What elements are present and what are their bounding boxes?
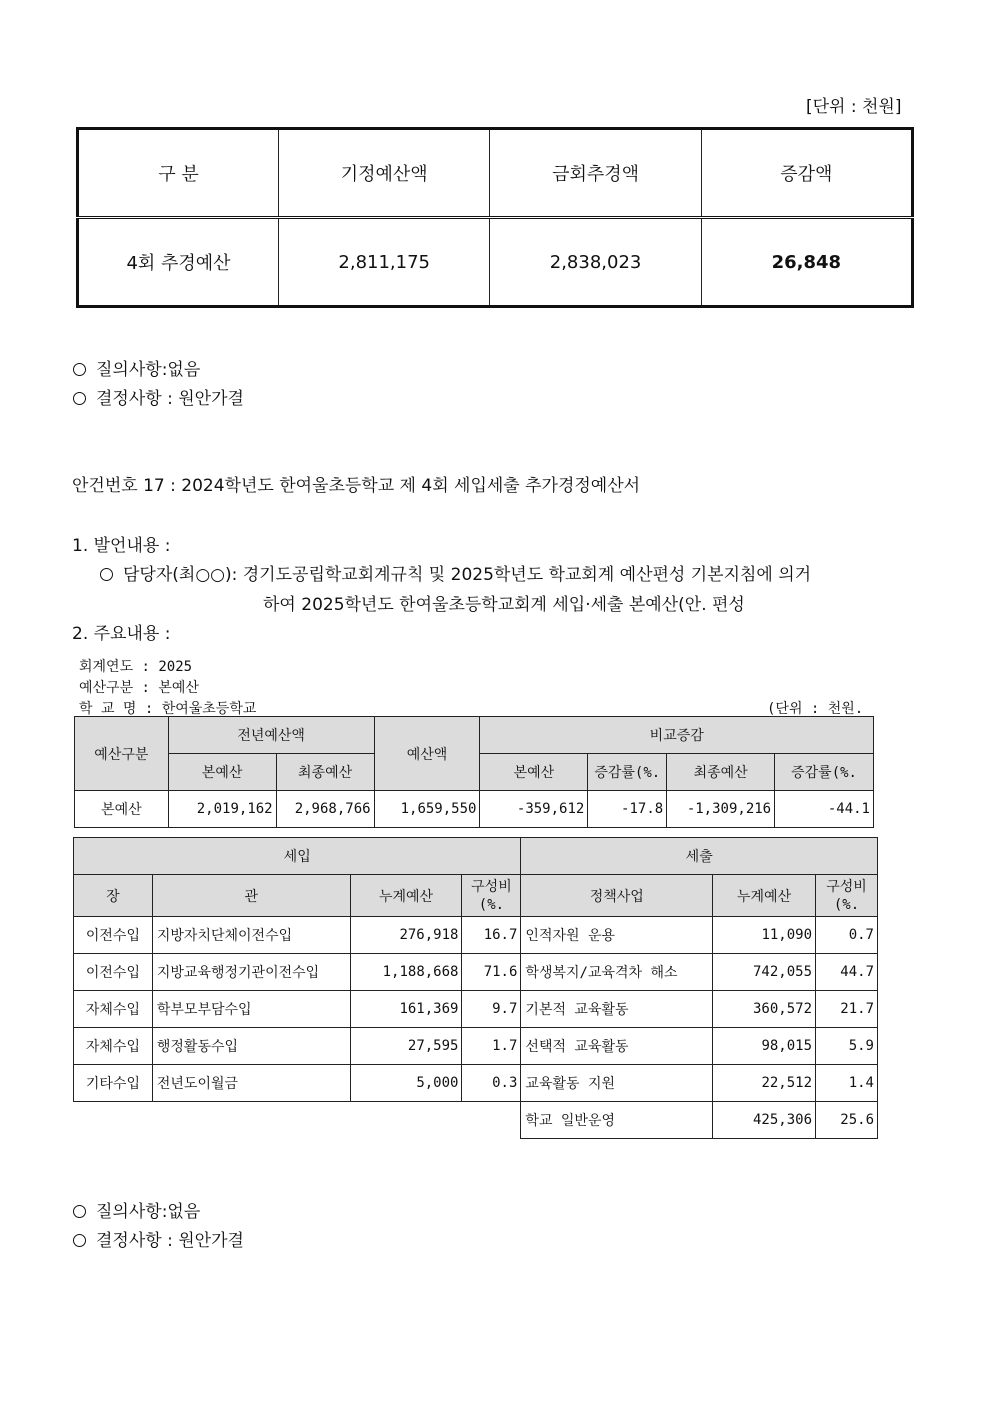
circle-bullet-icon — [73, 1205, 86, 1218]
expense-amount-cell: 425,306 — [713, 1102, 816, 1139]
table-row — [74, 954, 878, 991]
policy-cell: 학교 일반운영 — [521, 1102, 713, 1139]
decision-note-2 — [73, 1226, 244, 1251]
header-income: 세입 — [74, 838, 521, 875]
gwan-cell: 학부모부담수입 — [152, 991, 350, 1028]
policy-cell: 기본적 교육활동 — [521, 991, 713, 1028]
income-expense-table — [73, 837, 878, 1139]
header-ratio — [462, 875, 521, 917]
header-cmp-main: 본예산 — [480, 754, 588, 791]
income-ratio-cell: 0.3 — [462, 1065, 521, 1102]
decision-text: 결정사항 : 원안가결 — [96, 1231, 244, 1251]
info-year: 회계연도 : 2025 — [79, 659, 193, 675]
header-comparison: 비교증감 — [480, 717, 874, 754]
header-policy: 정책사업 — [521, 875, 713, 917]
table-row — [74, 917, 878, 954]
header-ratio2-line2: (%. — [833, 896, 860, 913]
cmp-final-rate-value: -44.1 — [775, 791, 874, 828]
circle-bullet-icon — [100, 568, 113, 581]
expense-ratio-cell: 1.4 — [816, 1065, 878, 1102]
decision-text: 결정사항 : 원안가결 — [96, 389, 244, 409]
info-type: 예산구분 : 본예산 — [79, 680, 199, 696]
header-ratio-line2: (%. — [478, 896, 505, 913]
summary-data-row — [78, 218, 913, 307]
row-label: 4회 추경예산 — [78, 218, 279, 307]
table-row — [74, 1065, 878, 1102]
header-budget-type: 예산구분 — [75, 717, 169, 791]
inquiry-note-1 — [73, 355, 200, 380]
header-ratio-line1: 구성비 — [471, 878, 512, 895]
jang-cell: 이전수입 — [74, 954, 153, 991]
header-ratio2-line1: 구성비 — [826, 878, 867, 895]
amount-value: 1,659,550 — [374, 791, 480, 828]
ie-header-row-1 — [74, 838, 878, 875]
header-ratio-2 — [816, 875, 878, 917]
statement-text-1: 담당자(최○○): 경기도공립학교회계규칙 및 2025학년도 학교회계 예산편성 기본지침에 의거 — [123, 565, 812, 585]
budget-header-row-1 — [75, 717, 874, 754]
income-amount-cell: 27,595 — [350, 1028, 462, 1065]
change-value: 26,848 — [701, 218, 912, 307]
policy-cell: 선택적 교육활동 — [521, 1028, 713, 1065]
header-prev-budget: 전년예산액 — [168, 717, 374, 754]
statement-line-2: 하여 2025학년도 한여울초등학교회계 세입·세출 본예산(안. 편성 — [263, 595, 745, 615]
policy-cell: 인적자원 운용 — [521, 917, 713, 954]
expense-ratio-cell: 44.7 — [816, 954, 878, 991]
expense-amount-cell: 98,015 — [713, 1028, 816, 1065]
row-budget-type: 본예산 — [75, 791, 169, 828]
header-prev-final: 최종예산 — [276, 754, 374, 791]
circle-bullet-icon — [73, 363, 86, 376]
decision-note-1 — [73, 384, 244, 409]
income-amount-cell: 5,000 — [350, 1065, 462, 1102]
header-change: 증감액 — [701, 129, 912, 218]
expense-ratio-cell: 25.6 — [816, 1102, 878, 1139]
expense-amount-cell: 11,090 — [713, 917, 816, 954]
cmp-main-rate-value: -17.8 — [588, 791, 667, 828]
ie-header-row-2 — [74, 875, 878, 917]
section2-title: 2. 주요내용 : — [72, 624, 171, 644]
header-cumulative: 누계예산 — [350, 875, 462, 917]
table-row-last — [74, 1102, 878, 1139]
header-cmp-main-rate: 증감률(%. — [588, 754, 667, 791]
jang-cell: 기타수입 — [74, 1065, 153, 1102]
agenda-title: 안건번호 17 : 2024학년도 한여울초등학교 제 4회 세입세출 추가경정예산서 — [72, 476, 641, 496]
info-unit: (단위 : 천원. — [767, 701, 864, 717]
jang-cell: 이전수입 — [74, 917, 153, 954]
summary-table — [76, 127, 914, 308]
income-ratio-cell: 9.7 — [462, 991, 521, 1028]
expense-amount-cell: 360,572 — [713, 991, 816, 1028]
expense-ratio-cell: 5.9 — [816, 1028, 878, 1065]
gwan-cell: 행정활동수입 — [152, 1028, 350, 1065]
unit-label: [단위 : 천원] — [806, 97, 902, 117]
header-expense: 세출 — [521, 838, 878, 875]
income-ratio-cell: 71.6 — [462, 954, 521, 991]
inquiry-text: 질의사항:없음 — [96, 1202, 201, 1222]
gwan-cell: 지방자치단체이전수입 — [152, 917, 350, 954]
income-amount-cell: 1,188,668 — [350, 954, 462, 991]
header-budget-amount: 예산액 — [374, 717, 480, 791]
jang-cell: 자체수입 — [74, 1028, 153, 1065]
jang-cell: 자체수입 — [74, 991, 153, 1028]
budget-data-row — [75, 791, 874, 828]
prev-main-value: 2,019,162 — [168, 791, 276, 828]
income-ratio-cell: 1.7 — [462, 1028, 521, 1065]
header-jang: 장 — [74, 875, 153, 917]
prior-value: 2,811,175 — [279, 218, 490, 307]
expense-ratio-cell: 21.7 — [816, 991, 878, 1028]
inquiry-text: 질의사항:없음 — [96, 360, 201, 380]
cmp-final-value: -1,309,216 — [667, 791, 775, 828]
header-prior-budget: 기정예산액 — [279, 129, 490, 218]
header-cmp-final: 최종예산 — [667, 754, 775, 791]
income-ratio-cell: 16.7 — [462, 917, 521, 954]
expense-ratio-cell: 0.7 — [816, 917, 878, 954]
statement-line-1 — [100, 560, 811, 585]
expense-amount-cell: 742,055 — [713, 954, 816, 991]
expense-amount-cell: 22,512 — [713, 1065, 816, 1102]
header-gwan: 관 — [152, 875, 350, 917]
table-row — [74, 991, 878, 1028]
gwan-cell: 전년도이월금 — [152, 1065, 350, 1102]
header-category: 구 분 — [78, 129, 279, 218]
income-amount-cell: 161,369 — [350, 991, 462, 1028]
header-prev-main: 본예산 — [168, 754, 276, 791]
inquiry-note-2 — [73, 1197, 200, 1222]
income-amount-cell: 276,918 — [350, 917, 462, 954]
budget-comparison-table — [74, 716, 874, 828]
cmp-main-value: -359,612 — [480, 791, 588, 828]
current-value: 2,838,023 — [490, 218, 701, 307]
header-current-budget: 금회추경액 — [490, 129, 701, 218]
header-cumulative-2: 누계예산 — [713, 875, 816, 917]
section1-title: 1. 발언내용 : — [72, 536, 171, 556]
info-school: 학 교 명 : 한여울초등학교 — [79, 701, 257, 717]
policy-cell: 학생복지/교육격차 해소 — [521, 954, 713, 991]
gwan-cell: 지방교육행정기관이전수입 — [152, 954, 350, 991]
table-row — [74, 1028, 878, 1065]
circle-bullet-icon — [73, 1234, 86, 1247]
summary-header-row — [78, 129, 913, 218]
policy-cell: 교육활동 지원 — [521, 1065, 713, 1102]
circle-bullet-icon — [73, 392, 86, 405]
empty-income-area — [74, 1102, 521, 1139]
header-cmp-final-rate: 증감률(%. — [775, 754, 874, 791]
prev-final-value: 2,968,766 — [276, 791, 374, 828]
